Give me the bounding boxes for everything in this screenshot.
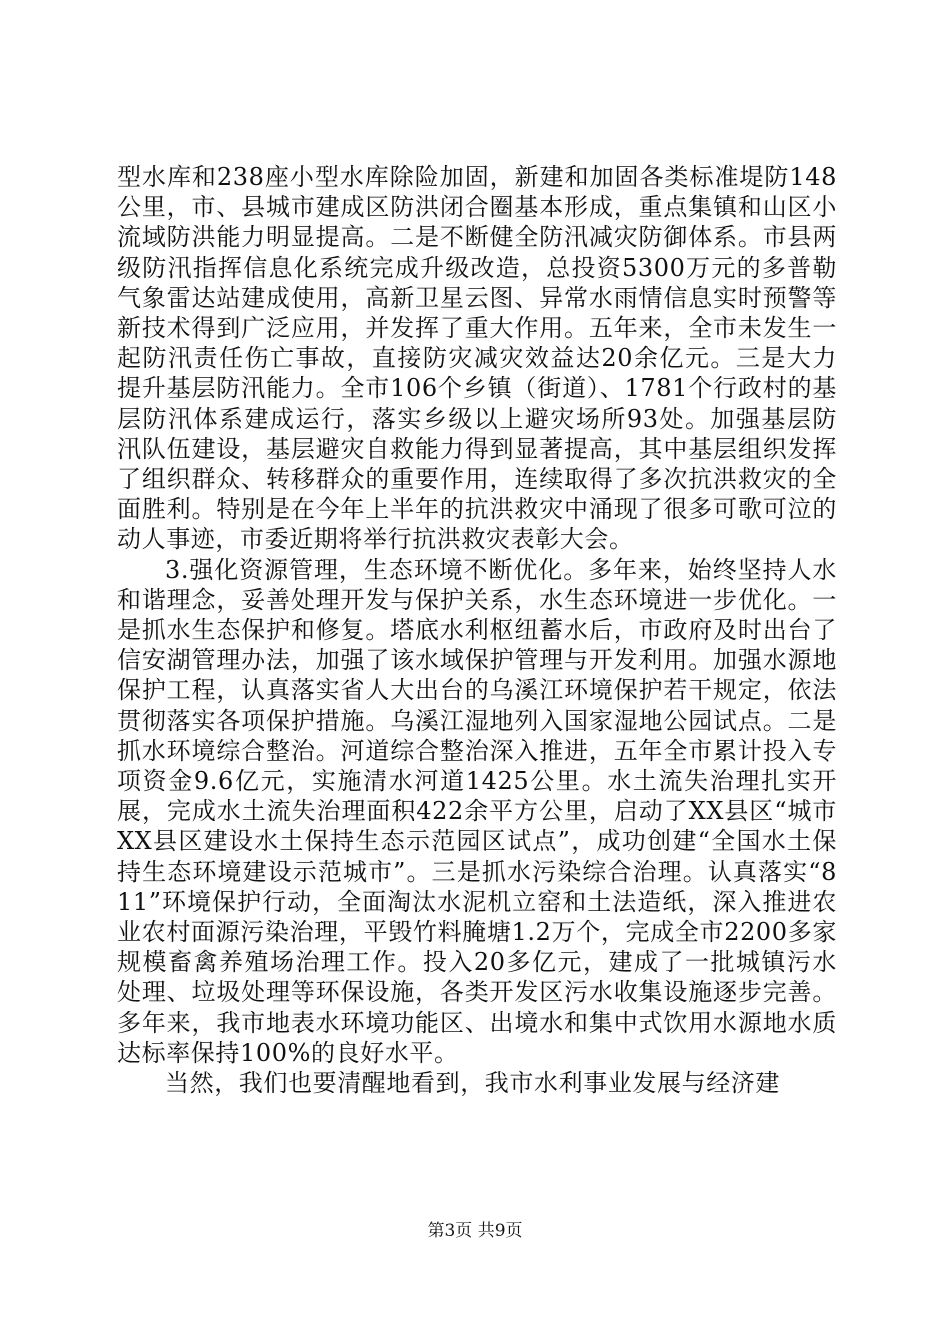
page-number: 第3页 共9页 [427, 1221, 523, 1241]
paragraph-flood-control: 型水库和238座小型水库除险加固，新建和加固各类标准堤防148公里，市、县城市建成区防洪闭合圈基本形成，重点集镇和山区小流域防洪能力明显提高。二是不断健全防汛减灾防御体系。市县两级防汛指挥信息化系统完成升级改造，总投资5300万元的多普勒气象雷达站建成使用，高新卫星云图、异常水雨情信息实时预警等新技术得到广泛应用，并发挥了重大作用。五年来，全市未发生一起防汛责任伤亡事故，直接防灾减灾效益达20余亿元。三是大力提升基层防汛能力。全市106个乡镇（街道）、1781个行政村的基层防汛体系建成运行，落实乡级以上避灾场所93处。加强基层防汛队伍建设，基层避灾自救能力得到显著提高，其中基层组织发挥了组织群众、转移群众的重要作用，连续取得了多次抗洪救灾的全面胜利。特别是在今年上半年的抗洪救灾中涌现了很多可歌可泣的动人事迹，市委近期将举行抗洪救灾表彰大会。 [117, 163, 837, 554]
paragraph-resource-management: 3.强化资源管理，生态环境不断优化。多年来，始终坚持人水和谐理念，妥善处理开发与保护关系，水生态环境进一步优化。一是抓水生态保护和修复。塔底水利枢纽蓄水后，市政府及时出台了信安湖管理办法，加强了该水域保护管理与开发利用。加强水源地保护工程，认真落实省人大出台的乌溪江环境保护若干规定，依法贯彻落实各项保护措施。乌溪江湿地列入国家湿地公园试点。二是抓水环境综合整治。河道综合整治深入推进，五年全市累计投入专项资金9.6亿元，实施清水河道1425公里。水土流失治理扎实开展，完成水土流失治理面积422余平方公里，启动了XX县区“城市XX县区建设水土保持生态示范园区试点”，成功创建“全国水土保持生态环境建设示范城市”。三是抓水污染综合治理。认真落实“811”环境保护行动，全面淘汰水泥机立窑和土法造纸，深入推进农业农村面源污染治理，平毁竹料腌塘1.2万个，完成全市2200多家规模畜禽养殖场治理工作。投入20多亿元，建成了一批城镇污水处理、垃圾处理等环保设施，各类开发区污水收集设施逐步完善。多年来，我市地表水环境功能区、出境水和集中式饮用水源地水质达标率保持100%的良好水平。 [117, 555, 837, 1067]
paragraph-however: 当然，我们也要清醒地看到，我市水利事业发展与经济建 [165, 1069, 780, 1098]
document-body [117, 162, 837, 1098]
